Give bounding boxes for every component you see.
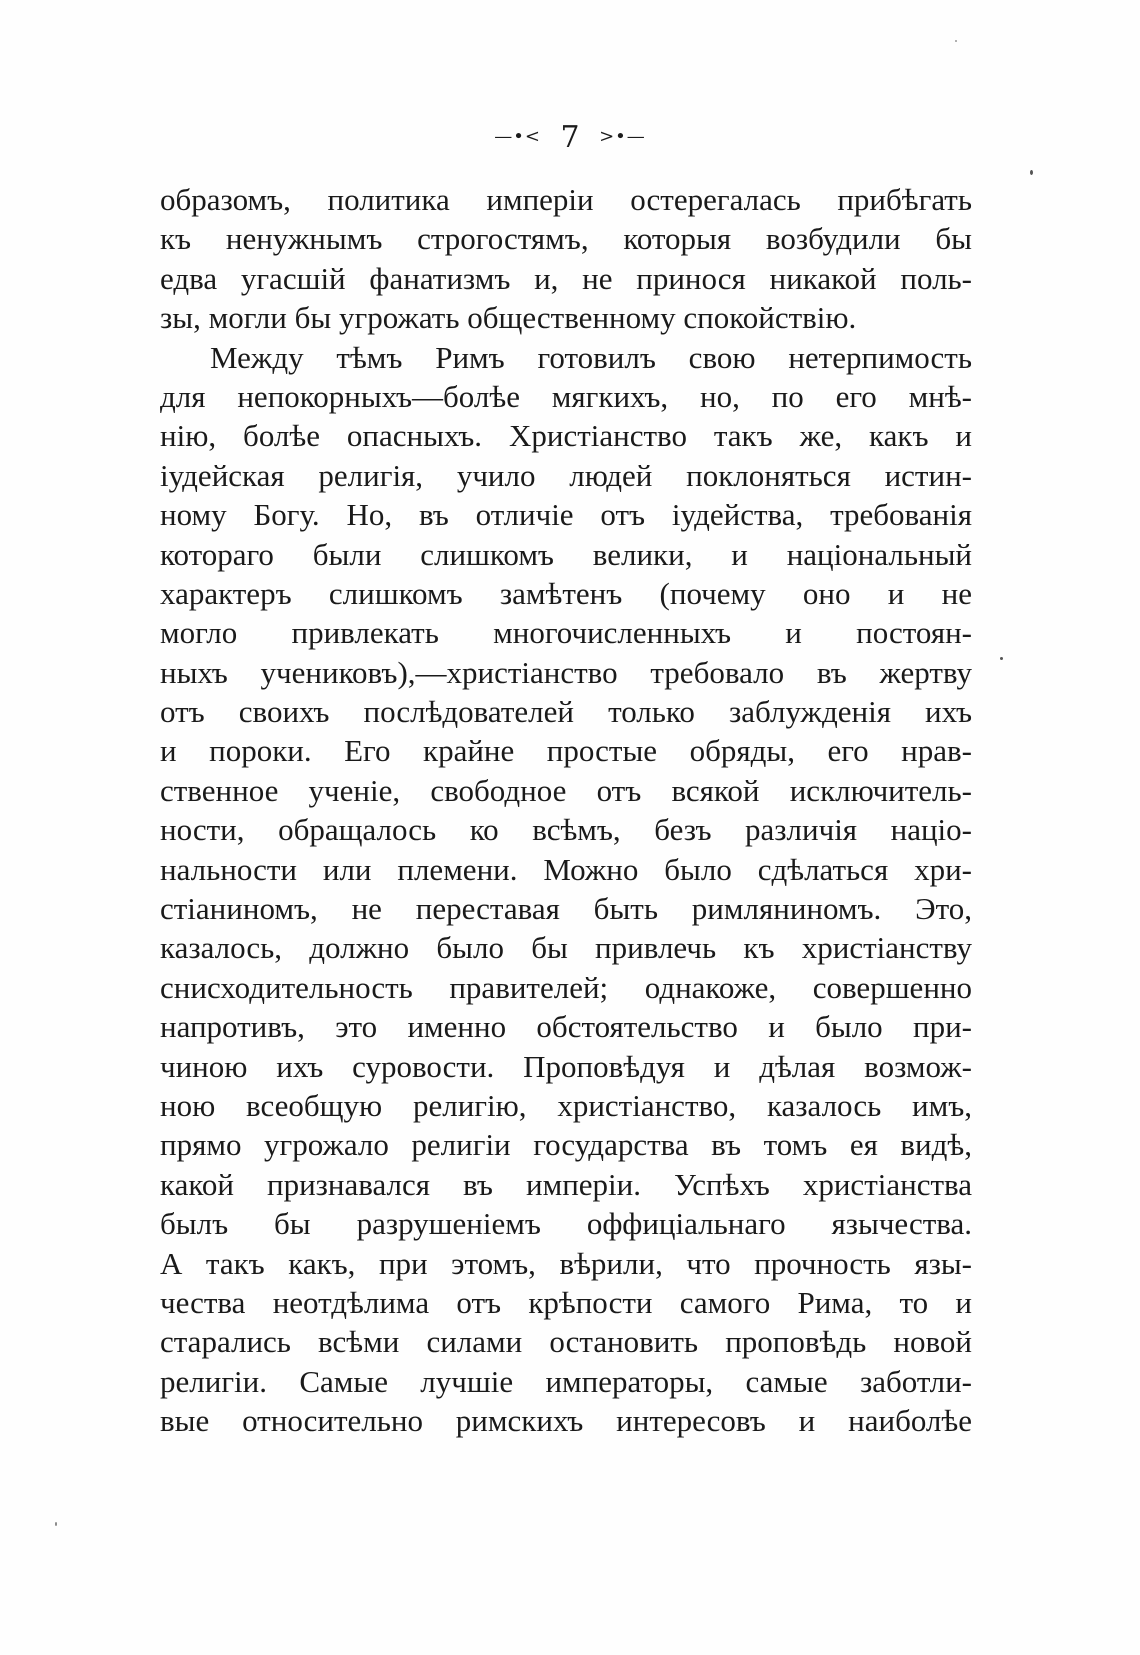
scan-speck	[55, 1522, 57, 1526]
text-line: нію, болѣе опасныхъ. Христіанство такъ же, какъ и	[160, 418, 972, 454]
text-line: для непокорныхъ—болѣе мягкихъ, но, по его мнѣ-	[160, 378, 972, 414]
page-header	[0, 118, 1140, 159]
text-line: чиною ихъ суровости. Проповѣдуя и дѣлая возмож-	[160, 1048, 972, 1084]
text-line: религіи. Самые лучшіе императоры, самые заботли-	[160, 1363, 972, 1399]
text-line: ному Богу. Но, въ отличіе отъ іудейства, требованія	[160, 497, 972, 533]
right-ornament: >•—	[599, 126, 646, 147]
scan-speck	[1030, 170, 1033, 175]
text-line: ности, обращалось ко всѣмъ, безъ различія націо-	[160, 812, 972, 848]
text-line: могло привлекать многочисленныхъ и постоян-	[160, 615, 972, 651]
paragraph-start-line: Между тѣмъ Римъ готовилъ свою нетерпимость	[210, 339, 972, 375]
left-ornament: —•<	[494, 126, 541, 147]
text-line: едва угасшій фанатизмъ и, не принося никакой поль-	[160, 260, 972, 296]
text-line: казалось, должно было бы привлечь къ христіанству	[160, 930, 972, 966]
text-line: зы, могли бы угрожать общественному спокойствію.	[160, 300, 857, 336]
text-line: стіаниномъ, не переставая быть римляниномъ. Это,	[160, 891, 972, 927]
body-text	[160, 180, 972, 1441]
text-line: А такъ какъ, при этомъ, вѣрили, что прочность язы-	[160, 1245, 972, 1281]
text-line: образомъ, политика имперіи остерегалась прибѣгать	[160, 182, 972, 217]
text-line: нальности или племени. Можно было сдѣлаться хри-	[160, 851, 972, 887]
text-line: котораго были слишкомъ велики, и національный	[160, 536, 972, 572]
text-line: былъ бы разрушеніемъ оффиціальнаго язычества.	[160, 1206, 972, 1242]
text-line: снисходительность правителей; однакоже, совершенно	[160, 969, 972, 1005]
text-line: чества неотдѣлима отъ крѣпости самого Рима, то и	[160, 1284, 972, 1320]
scan-speck	[1000, 657, 1003, 660]
text-line: отъ своихъ послѣдователей только заблужденія ихъ	[160, 694, 972, 730]
text-line: какой признавался въ имперіи. Успѣхъ христіанства	[160, 1166, 972, 1202]
text-line: напротивъ, это именно обстоятельство и было при-	[160, 1009, 972, 1045]
text-line: іудейская религія, учило людей поклоняться истин-	[160, 457, 972, 493]
text-line: прямо угрожало религіи государства въ томъ ея видѣ,	[160, 1127, 972, 1163]
text-line: ныхъ учениковъ),—христіанство требовало въ жертву	[160, 654, 972, 690]
text-line: вые относительно римскихъ интересовъ и наиболѣе	[160, 1403, 972, 1439]
scan-speck	[955, 40, 957, 42]
text-line: характеръ слишкомъ замѣтенъ (почему оно и не	[160, 575, 972, 611]
text-line: ною всеобщую религію, христіанство, казалось имъ,	[160, 1087, 972, 1123]
text-line: старались всѣми силами остановить проповѣдь новой	[160, 1324, 972, 1360]
page-number: 7	[560, 120, 580, 155]
text-line: и пороки. Его крайне простые обряды, его нрав-	[160, 733, 972, 769]
text-line: ственное ученіе, свободное отъ всякой исключитель-	[160, 772, 972, 808]
text-line: къ ненужнымъ строгостямъ, которыя возбудили бы	[160, 221, 972, 257]
